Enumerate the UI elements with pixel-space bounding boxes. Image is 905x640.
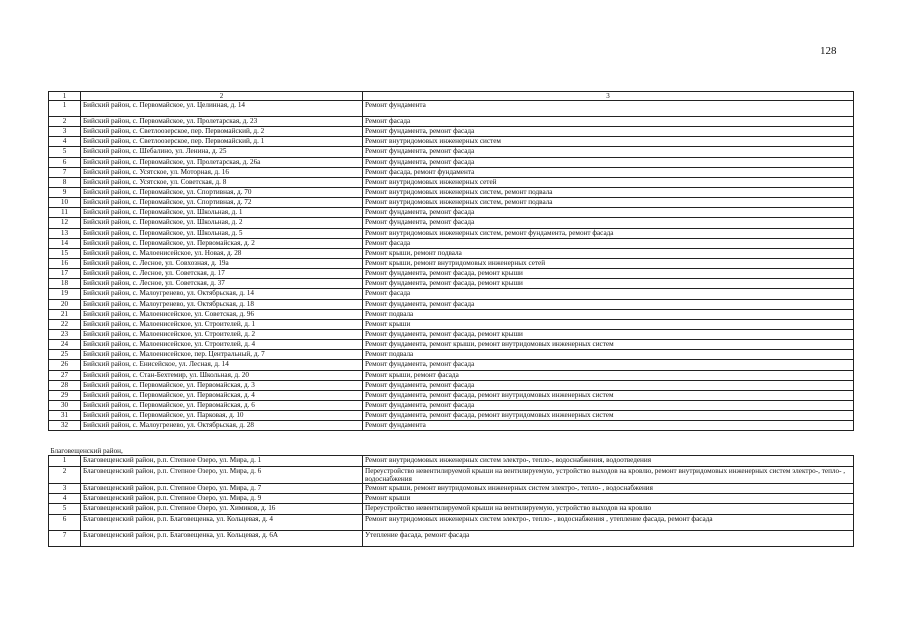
row-work-type: Переустройство невентилируемой крыши на вентилируемую, устройство выходов на кровлю, ремонт внутридомовых инженерных систем электро-, тепло- , водоснабжения [363, 466, 854, 484]
row-address: Бийский район, с. Малоугренево, ул. Октябрьская, д. 14 [81, 289, 363, 299]
row-number: 3 [49, 127, 81, 137]
row-number: 23 [49, 330, 81, 340]
row-work-type: Ремонт фундамента, ремонт фасада, ремонт крыши [363, 269, 854, 279]
table-row [49, 208, 854, 218]
table-row [49, 289, 854, 299]
row-address: Благовещенский район, р.п. Благовещенка, ул. Кольцевая, д. 4 [81, 514, 363, 530]
row-address: Бийский район, с. Первомайское, ул. Школьная, д. 2 [81, 218, 363, 228]
table-row [49, 456, 854, 466]
row-work-type: Ремонт фундамента, ремонт фасада [363, 299, 854, 309]
row-work-type: Ремонт фасада [363, 117, 854, 127]
row-address: Бийский район, с. Малоенисейское, пер. Центральный, д. 7 [81, 350, 363, 360]
row-number: 26 [49, 360, 81, 370]
row-number: 1 [49, 456, 81, 466]
row-number: 29 [49, 390, 81, 400]
row-work-type: Ремонт внутридомовых инженерных систем, ремонт фундамента, ремонт фасада [363, 228, 854, 238]
row-number: 15 [49, 248, 81, 258]
row-work-type: Ремонт фундамента, ремонт крыши, ремонт внутридомовых инженерных систем [363, 340, 854, 350]
row-number: 31 [49, 411, 81, 421]
row-address: Бийский район, с. Малоугренево, ул. Октябрьская, д. 28 [81, 421, 363, 431]
table-row [49, 411, 854, 421]
table-row [49, 504, 854, 514]
table-row [49, 188, 854, 198]
table-row [49, 177, 854, 187]
row-address: Бийский район, с. Малоенисейское, ул. Строителей, д. 2 [81, 330, 363, 340]
row-work-type: Ремонт фундамента, ремонт фасада, ремонт крыши [363, 279, 854, 289]
row-number: 22 [49, 319, 81, 329]
row-address: Бийский район, с. Малоенисейское, ул. Советская, д. 96 [81, 309, 363, 319]
table-row [49, 309, 854, 319]
row-number: 2 [49, 466, 81, 484]
row-address: Бийский район, с. Малоенисейское, ул. Строителей, д. 4 [81, 340, 363, 350]
row-number: 10 [49, 198, 81, 208]
row-address: Бийский район, с. Первомайское, ул. Школьная, д. 5 [81, 228, 363, 238]
row-work-type: Ремонт фундамента, ремонт фасада [363, 360, 854, 370]
header-col-1: 1 [49, 92, 81, 101]
row-work-type: Ремонт внутридомовых инженерных сетей [363, 177, 854, 187]
row-number: 6 [49, 514, 81, 530]
row-number: 3 [49, 484, 81, 494]
row-number: 18 [49, 279, 81, 289]
row-work-type: Ремонт подвала [363, 309, 854, 319]
row-number: 28 [49, 380, 81, 390]
row-address: Бийский район, с. Первомайское, ул. Парковая, д. 10 [81, 411, 363, 421]
table-row [49, 421, 854, 431]
row-address: Бийский район, с. Светлоозерское, пер. Первомайский, д. 1 [81, 137, 363, 147]
row-number: 27 [49, 370, 81, 380]
row-number: 4 [49, 494, 81, 504]
table-row [49, 238, 854, 248]
row-work-type: Переустройство невентилируемой крыши на вентилируемую, устройство выходов на кровлю [363, 504, 854, 514]
table-row [49, 167, 854, 177]
table-row [49, 147, 854, 157]
row-address: Бийский район, с. Енисейское, ул. Лесная, д. 14 [81, 360, 363, 370]
row-address: Благовещенский район, р.п. Степное Озеро, ул. Химиков, д. 16 [81, 504, 363, 514]
table-header-row [49, 92, 854, 101]
row-number: 17 [49, 269, 81, 279]
row-number: 20 [49, 299, 81, 309]
table-row [49, 350, 854, 360]
table-row [49, 330, 854, 340]
row-number: 5 [49, 504, 81, 514]
row-number: 21 [49, 309, 81, 319]
row-number: 1 [49, 101, 81, 117]
row-work-type: Ремонт крыши [363, 319, 854, 329]
table-row [49, 360, 854, 370]
row-address: Бийский район, с. Первомайское, ул. Пролетарская, д. 23 [81, 117, 363, 127]
section-row [49, 431, 854, 456]
table-row [49, 218, 854, 228]
repair-table [48, 91, 854, 547]
row-work-type: Ремонт крыши, ремонт внутридомовых инженерных сетей [363, 259, 854, 269]
row-work-type: Ремонт фундамента, ремонт фасада [363, 380, 854, 390]
row-work-type: Ремонт фундамента, ремонт фасада, ремонт внутридомовых инженерных систем [363, 411, 854, 421]
row-work-type: Ремонт фундамента [363, 421, 854, 431]
row-address: Бийский район, с. Светлоозерское, пер. Первомайский, д. 2 [81, 127, 363, 137]
row-address: Благовещенский район, р.п. Степное Озеро, ул. Мира, д. 1 [81, 456, 363, 466]
row-address: Благовещенский район, р.п. Степное Озеро, ул. Мира, д. 7 [81, 484, 363, 494]
row-number: 19 [49, 289, 81, 299]
table-row [49, 370, 854, 380]
row-work-type: Ремонт фасада [363, 289, 854, 299]
row-work-type: Ремонт крыши, ремонт внутридомовых инженерных систем электро-, тепло- , водоснабжения [363, 484, 854, 494]
row-address: Бийский район, с. Малоугренево, ул. Октябрьская, д. 18 [81, 299, 363, 309]
row-number: 12 [49, 218, 81, 228]
table-row [49, 466, 854, 484]
row-number: 6 [49, 157, 81, 167]
table-row [49, 259, 854, 269]
section-title: Благовещенский район, [50, 447, 123, 456]
row-address: Бийский район, с. Первомайское, ул. Первомайская, д. 4 [81, 390, 363, 400]
table-row [49, 319, 854, 329]
row-address: Благовещенский район, р.п. Степное Озеро, ул. Мира, д. 9 [81, 494, 363, 504]
row-number: 8 [49, 177, 81, 187]
row-address: Бийский район, с. Малоенисейское, ул. Строителей, д. 1 [81, 319, 363, 329]
table-row [49, 380, 854, 390]
row-work-type: Ремонт фундамента [363, 101, 854, 117]
row-number: 13 [49, 228, 81, 238]
header-col-2: 2 [81, 92, 363, 101]
row-address: Бийский район, с. Лесное, ул. Советская, д. 37 [81, 279, 363, 289]
row-address: Бийский район, с. Усятское, ул. Советская, д. 8 [81, 177, 363, 187]
row-work-type: Ремонт внутридомовых инженерных систем [363, 137, 854, 147]
row-work-type: Ремонт внутридомовых инженерных систем электро-, тепло-, водоснабжения, водоотведения [363, 456, 854, 466]
table-row [49, 514, 854, 530]
row-address: Бийский район, с. Первомайское, ул. Спортивная, д. 72 [81, 198, 363, 208]
row-work-type: Ремонт фундамента, ремонт фасада, ремонт крыши [363, 330, 854, 340]
row-address: Бийский район, с. Шебалино, ул. Ленина, д. 25 [81, 147, 363, 157]
row-number: 16 [49, 259, 81, 269]
row-number: 30 [49, 400, 81, 410]
table-row [49, 400, 854, 410]
table-row [49, 269, 854, 279]
row-work-type: Утепление фасада, ремонт фасада [363, 530, 854, 546]
row-address: Бийский район, с. Первомайское, ул. Первомайская, д. 3 [81, 380, 363, 390]
row-work-type: Ремонт внутридомовых инженерных систем, ремонт подвала [363, 198, 854, 208]
row-address: Бийский район, с. Усятское, ул. Моторная, д. 16 [81, 167, 363, 177]
row-work-type: Ремонт фундамента, ремонт фасада [363, 218, 854, 228]
table-row [49, 494, 854, 504]
table-row [49, 137, 854, 147]
row-address: Бийский район, с. Стан-Бехтемир, ул. Школьная, д. 20 [81, 370, 363, 380]
row-work-type: Ремонт подвала [363, 350, 854, 360]
table-row [49, 157, 854, 167]
row-number: 7 [49, 167, 81, 177]
row-address: Бийский район, с. Малоенисейское, ул. Новая, д. 28 [81, 248, 363, 258]
row-address: Бийский район, с. Лесное, ул. Совхозная, д. 19а [81, 259, 363, 269]
row-number: 14 [49, 238, 81, 248]
row-address: Бийский район, с. Первомайское, ул. Целинная, д. 14 [81, 101, 363, 117]
row-address: Благовещенский район, р.п. Благовещенка, ул. Кольцевая, д. 6А [81, 530, 363, 546]
row-work-type: Ремонт внутридомовых инженерных систем, ремонт подвала [363, 188, 854, 198]
table-row [49, 198, 854, 208]
row-work-type: Ремонт фундамента, ремонт фасада, ремонт внутридомовых инженерных систем [363, 390, 854, 400]
row-work-type: Ремонт крыши, ремонт фасада [363, 370, 854, 380]
table-row [49, 248, 854, 258]
row-address: Бийский район, с. Первомайское, ул. Пролетарская, д. 26а [81, 157, 363, 167]
row-address: Бийский район, с. Первомайское, ул. Первомайская, д. 6 [81, 400, 363, 410]
row-address: Бийский район, с. Лесное, ул. Советская, д. 17 [81, 269, 363, 279]
page-number: 128 [820, 45, 837, 57]
row-number: 7 [49, 530, 81, 546]
row-address: Бийский район, с. Первомайское, ул. Школьная, д. 1 [81, 208, 363, 218]
row-work-type: Ремонт фундамента, ремонт фасада [363, 147, 854, 157]
row-number: 5 [49, 147, 81, 157]
row-address: Бийский район, с. Первомайское, ул. Спортивная, д. 70 [81, 188, 363, 198]
row-address: Бийский район, с. Первомайское, ул. Первомайская, д. 2 [81, 238, 363, 248]
table-row [49, 299, 854, 309]
row-work-type: Ремонт фундамента, ремонт фасада [363, 157, 854, 167]
row-work-type: Ремонт фасада, ремонт фундамента [363, 167, 854, 177]
table-row [49, 390, 854, 400]
table-row [49, 101, 854, 117]
header-col-3: 3 [363, 92, 854, 101]
row-number: 25 [49, 350, 81, 360]
row-work-type: Ремонт фундамента, ремонт фасада [363, 127, 854, 137]
row-address: Благовещенский район, р.п. Степное Озеро, ул. Мира, д. 6 [81, 466, 363, 484]
table-row [49, 228, 854, 238]
table-row [49, 279, 854, 289]
row-work-type: Ремонт фундамента, ремонт фасада [363, 208, 854, 218]
row-number: 11 [49, 208, 81, 218]
row-work-type: Ремонт внутридомовых инженерных систем электро-, тепло- , водоснабжения , утепление фасада, ремонт фасада [363, 514, 854, 530]
row-number: 9 [49, 188, 81, 198]
row-number: 2 [49, 117, 81, 127]
table-row [49, 340, 854, 350]
table-row [49, 117, 854, 127]
row-work-type: Ремонт крыши, ремонт подвала [363, 248, 854, 258]
row-work-type: Ремонт крыши [363, 494, 854, 504]
row-work-type: Ремонт фасада [363, 238, 854, 248]
row-work-type: Ремонт фундамента, ремонт фасада [363, 400, 854, 410]
row-number: 4 [49, 137, 81, 147]
table-row [49, 484, 854, 494]
table-row [49, 127, 854, 137]
row-number: 32 [49, 421, 81, 431]
table-row [49, 530, 854, 546]
row-number: 24 [49, 340, 81, 350]
